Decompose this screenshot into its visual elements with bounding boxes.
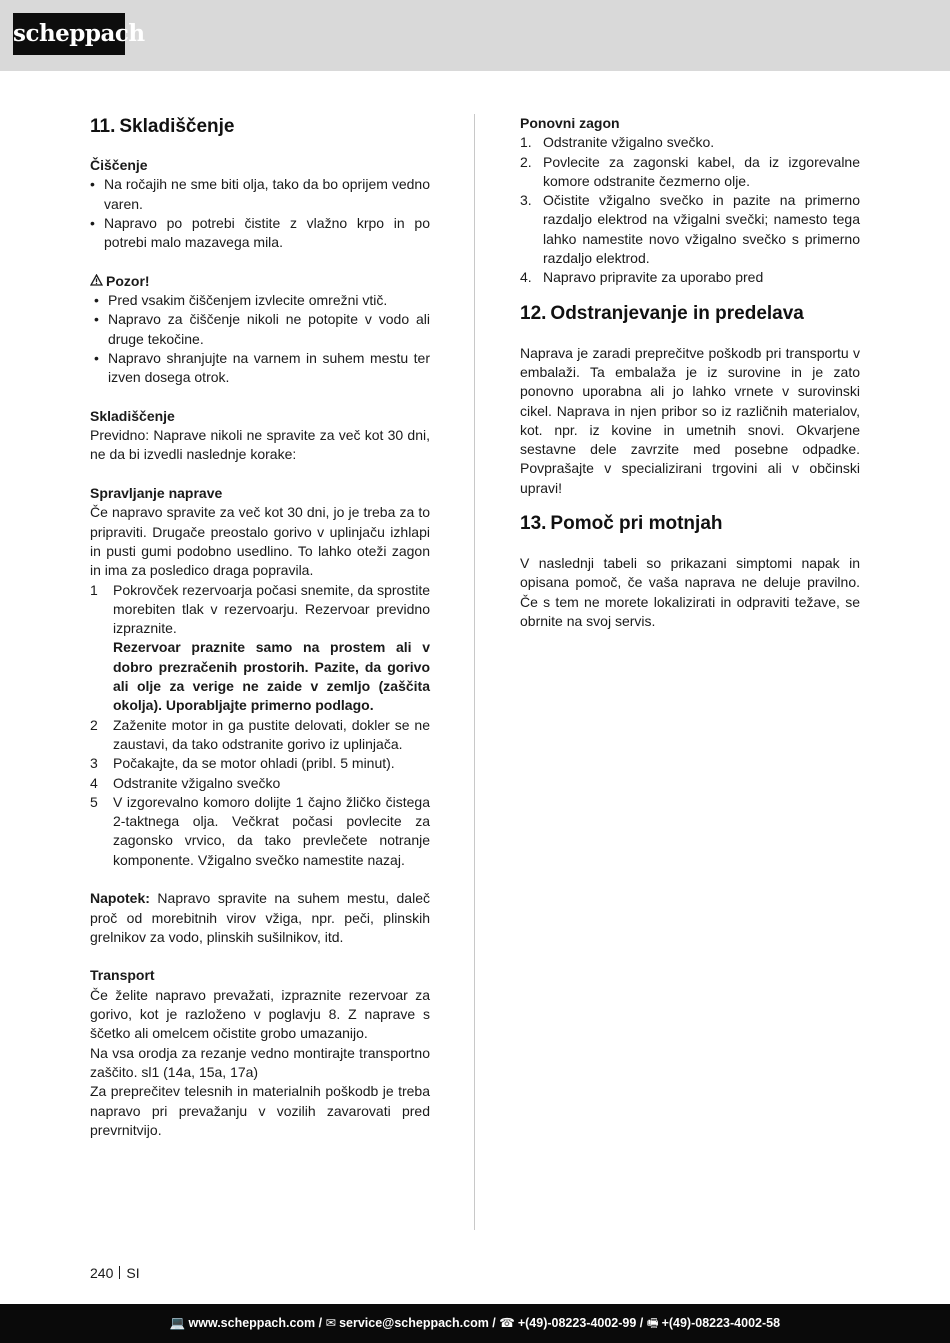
step-item [520, 153, 860, 192]
page-footer [0, 1304, 950, 1343]
section-title: Skladiščenje [119, 116, 235, 137]
footer-email-link[interactable]: service@scheppach.com [339, 1316, 489, 1330]
page-number [90, 1264, 140, 1283]
fax-icon: 🖷 [646, 1316, 659, 1330]
section-title: Pomoč pri motnjah [550, 513, 723, 535]
ciscenje-list [90, 175, 430, 252]
warning-triangle-icon [90, 272, 103, 291]
step-item [90, 793, 430, 870]
page-number-separator [119, 1266, 120, 1279]
footer-separator: / [488, 1316, 500, 1330]
right-column [520, 114, 860, 631]
skladiscenje-heading: Skladiščenje [90, 407, 175, 424]
step-item [90, 754, 430, 773]
language-code: SI [126, 1265, 140, 1281]
step-item [520, 133, 860, 152]
step-text: Očistite vžigalno svečko in pazite na primerno razdaljo elektrod na vžigalni svečki; namesto tega lahko namestite novo vžigalno svečko s primerno razdaljo elektrod. [543, 192, 860, 267]
ponovni-zagon-steps [520, 133, 860, 287]
step-number: 1. [520, 134, 532, 151]
warning-title: Pozor! [106, 272, 150, 289]
step-number: 5 [90, 793, 98, 810]
page-header [0, 0, 950, 71]
footer-separator: / [315, 1316, 326, 1330]
page-number-value: 240 [90, 1265, 114, 1281]
section-12-heading [520, 301, 860, 327]
step-text: Odstranite vžigalno svečko. [543, 134, 715, 151]
footer-phone: +(49)-08223-4002-99 [517, 1316, 637, 1330]
step-text: Pokrovček rezervoarja počasi snemite, da sprostite morebiten tlak v rezervoarju. Rezervoar previdno izpraznite. [113, 581, 430, 637]
footer-website-link[interactable]: www.scheppach.com [188, 1316, 316, 1330]
ciscenje-heading: Čiščenje [90, 157, 148, 173]
step-number: 3 [90, 755, 98, 772]
step-text: Zaženite motor in ga pustite delovati, dokler se ne zaustavi, da tako odstranite gorivo iz uplinjača. [113, 716, 430, 752]
list-item: • Napravo za čiščenje nikoli ne potopite v vodo ali druge tekočine. [90, 310, 430, 349]
spravljanje-text: Če napravo spravite za več kot 30 dni, jo je treba za to pripraviti. Drugače preostalo gorivo v uplinjaču izhlapi in pusti gumi podobno usedlino. To lahko oteži zagon in ima za posledico draga popravila. [90, 504, 430, 579]
computer-icon: 💻 [169, 1316, 186, 1330]
step-warning-text: Rezervoar praznite samo na prostem ali v dobro prezračenih prostorih. Pazite, da gorivo ali olje za verige ne zaide v zemljo (zaščita okolja). Uporabljajte primerno podlago. [113, 639, 430, 714]
section-number: 12. [520, 302, 547, 324]
transport-heading: Transport [90, 967, 155, 984]
section-13-text: V naslednji tabeli so prikazani simptomi napak in opisana pomoč, če vaša naprava ne deluje pravilno. Če s tem ne morete lokalizirati in odpraviti težave, se obrnite na svoj servis. [520, 555, 860, 629]
step-number: 4 [90, 774, 98, 791]
scheppach-logo: scheppach [13, 13, 125, 55]
napotek-text: Napravo spravite na suhem mestu, daleč proč od morebitnih virov vžiga, npr. peči, plinskih grelnikov za vodo, plinskih sušilnikov, itd. [90, 890, 430, 945]
phone-icon: ☎ [499, 1316, 515, 1330]
transport-paragraph: Za preprečitev telesnih in materialnih poškodb je treba napravo pri prevažanju v vozilih zavarovati pred prevrnitvijo. [90, 1083, 430, 1138]
step-number: 2 [90, 716, 98, 733]
list-item: • Na ročajih ne sme biti olja, tako da bo oprijem vedno varen. [90, 175, 430, 214]
napotek-note [90, 889, 430, 947]
step-text: Počakajte, da se motor ohladi (pribl. 5 minut). [113, 755, 395, 772]
step-text: V izgorevalno komoro dolijte 1 čajno žličko čistega 2-taktnega olja. Večkrat počasi povlecite za zagonsko vrvico, da tako prevlečete notranje komponente. Vžigalno svečko namestite nazaj. [113, 793, 430, 868]
step-text: Povlecite za zagonski kabel, da iz izgorevalne komore odstranite čezmerno olje. [543, 153, 860, 189]
step-number: 4. [520, 269, 532, 286]
step-text: Odstranite vžigalno svečko [113, 774, 281, 791]
section-11-heading [90, 114, 430, 140]
section-number: 11. [90, 116, 116, 137]
section-13-heading [520, 511, 860, 537]
mail-icon: ✉ [325, 1316, 337, 1330]
step-number: 3. [520, 192, 532, 209]
warning-heading [90, 272, 430, 291]
list-item: • Napravo po potrebi čistite z vlažno krpo in po potrebi malo mazavega mila. [90, 214, 430, 253]
step-item [90, 581, 430, 716]
footer-fax: +(49)-08223-4002-58 [661, 1316, 781, 1330]
spravljanje-steps [90, 581, 430, 870]
section-number: 13. [520, 513, 547, 535]
transport-paragraph: Če želite napravo prevažati, izpraznite rezervoar za gorivo, kot je razloženo v poglavju 8. Z naprave s ščetko ali omelcem očistite grobo umazanijo. [90, 986, 430, 1042]
section-title: Odstranjevanje in predelava [550, 302, 804, 324]
step-number: 1 [90, 581, 98, 598]
step-item [90, 716, 430, 755]
napotek-label: Napotek: [90, 890, 150, 907]
step-item [520, 191, 860, 268]
footer-separator: / [636, 1316, 647, 1330]
list-item: • Pred vsakim čiščenjem izvlecite omrežni vtič. [90, 291, 430, 310]
section-12-text: Naprava je zaradi preprečitve poškodb pri transportu v embalaži. Ta embalaža je iz surovine in je zato ponovno uporabna ali jo lahko vrnete v surovinski cikel. Naprava in njen pribor so iz različnih materialov, kot. npr. iz kovine in umetnih snovi. Okvarjene sestavne dele zavrzite med posebne odpadke. Povprašajte v specializirani trgovini ali v občinski upravi! [520, 344, 860, 496]
step-text: Napravo pripravite za uporabo pred [543, 269, 764, 286]
step-number: 2. [520, 153, 532, 170]
step-item [90, 774, 430, 793]
step-item [520, 268, 860, 287]
ponovni-zagon-heading: Ponovni zagon [520, 115, 620, 131]
skladiscenje-text: Previdno: Naprave nikoli ne spravite za več kot 30 dni, ne da bi izvedli naslednje korake: [90, 427, 430, 463]
column-divider [474, 114, 475, 1230]
list-item: • Napravo shranjujte na varnem in suhem mestu ter izven dosega otrok. [90, 349, 430, 388]
spravljanje-heading: Spravljanje naprave [90, 485, 223, 502]
warning-list [90, 291, 430, 387]
left-column [90, 114, 430, 1140]
transport-paragraph: Na vsa orodja za rezanje vedno montirajte transportno zaščito. sl1 (14a, 15a, 17a) [90, 1044, 430, 1080]
